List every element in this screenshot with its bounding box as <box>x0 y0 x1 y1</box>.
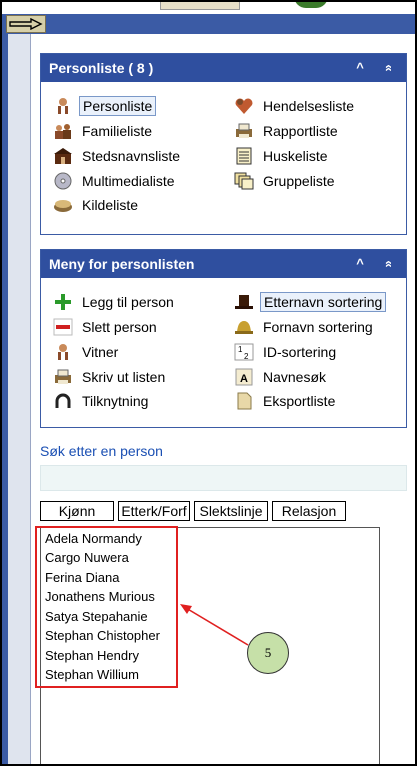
pin-icon[interactable]: » <box>380 64 395 72</box>
callout-number: 5 <box>264 645 272 660</box>
list-item[interactable]: Stephan Hendry <box>45 648 139 663</box>
filter-label: Etterk/Forf <box>121 503 187 519</box>
groups-icon <box>234 172 254 190</box>
action-export-list[interactable] <box>234 391 338 411</box>
arrow-right-icon <box>9 18 43 30</box>
action-label: Navnesøk <box>263 369 327 385</box>
list-item[interactable]: Cargo Nuwera <box>45 550 129 565</box>
bell-icon <box>234 318 254 336</box>
hat-icon <box>234 293 254 311</box>
link-stedsnavnsliste[interactable] <box>53 146 183 166</box>
action-label: Vitner <box>82 344 119 360</box>
link-familieliste[interactable] <box>53 121 155 141</box>
printer-icon <box>234 122 254 140</box>
action-print-list[interactable] <box>53 367 168 387</box>
action-connection[interactable] <box>53 391 151 411</box>
svg-text:2: 2 <box>244 352 249 361</box>
action-witnesses[interactable] <box>53 342 121 362</box>
link-label: Multimedialiste <box>82 173 175 189</box>
person-menu-panel-header[interactable] <box>41 250 406 278</box>
action-label: Slett person <box>82 319 157 335</box>
action-sort-surname[interactable] <box>234 292 386 312</box>
export-icon <box>234 392 254 410</box>
link-label: Gruppeliste <box>263 173 335 189</box>
filter-label: Slektslinje <box>199 503 263 519</box>
filter-relation-button[interactable] <box>272 501 346 521</box>
link-hendelsesliste[interactable] <box>234 96 357 116</box>
filter-label: Relasjon <box>281 503 337 519</box>
highlight-box <box>35 526 178 688</box>
link-rapportliste[interactable] <box>234 121 341 141</box>
link-kildeliste[interactable] <box>53 195 141 215</box>
action-label: Legg til person <box>82 294 174 310</box>
link-label: Stedsnavnsliste <box>82 148 181 164</box>
action-label: ID-sortering <box>263 344 337 360</box>
events-icon <box>234 97 254 115</box>
person-icon <box>53 97 73 115</box>
pin-icon[interactable]: » <box>380 260 395 268</box>
print-icon <box>53 368 73 386</box>
collapse-icon[interactable]: ^ <box>356 60 364 75</box>
link-label: Familieliste <box>82 123 153 139</box>
link-label: Rapportliste <box>263 123 338 139</box>
title-bar <box>2 14 417 34</box>
person-menu-panel <box>40 249 407 428</box>
people-list-panel <box>40 53 407 235</box>
family-icon <box>53 122 73 140</box>
delete-icon <box>53 318 73 336</box>
panel-title: Personliste ( 8 ) <box>49 60 154 76</box>
notes-icon <box>234 147 254 165</box>
link-icon <box>53 392 73 410</box>
places-icon <box>53 147 73 165</box>
filter-descendants-button[interactable] <box>118 501 190 521</box>
list-item[interactable]: Stephan Willium <box>45 667 139 682</box>
search-input[interactable] <box>40 465 407 491</box>
action-add-person[interactable] <box>53 292 177 312</box>
collapse-icon[interactable]: ^ <box>356 256 364 271</box>
link-personliste[interactable] <box>53 96 156 116</box>
filter-lineage-button[interactable] <box>194 501 268 521</box>
link-label: Hendelsesliste <box>263 98 355 114</box>
name-search-icon <box>234 368 254 386</box>
action-label: Eksportliste <box>263 393 336 409</box>
list-item[interactable]: Adela Normandy <box>45 531 142 546</box>
svg-text:1: 1 <box>238 345 243 354</box>
action-sort-id[interactable] <box>234 342 339 362</box>
source-icon <box>53 196 73 214</box>
filter-label: Kjønn <box>58 503 96 519</box>
toolbar-fragment <box>160 0 240 10</box>
back-button[interactable] <box>6 15 46 33</box>
link-label: Personliste <box>79 96 156 116</box>
people-list-panel-header[interactable] <box>41 54 406 82</box>
filter-gender-button[interactable] <box>40 501 114 521</box>
action-sort-firstname[interactable] <box>234 317 376 337</box>
svg-text:A: A <box>240 373 248 385</box>
link-multimedialiste[interactable] <box>53 171 178 191</box>
action-label: Tilknytning <box>82 393 149 409</box>
action-label: Fornavn sortering <box>263 319 373 335</box>
link-huskeliste[interactable] <box>234 146 331 166</box>
list-item[interactable]: Satya Stepahanie <box>45 609 148 624</box>
link-label: Huskeliste <box>263 148 328 164</box>
action-delete-person[interactable] <box>53 317 160 337</box>
left-rail-inner <box>8 34 31 766</box>
panel-title: Meny for personlisten <box>49 256 195 272</box>
action-label: Skriv ut listen <box>82 369 166 385</box>
action-name-search[interactable] <box>234 367 329 387</box>
list-item[interactable]: Ferina Diana <box>45 570 120 585</box>
link-label: Kildeliste <box>82 197 139 213</box>
witness-icon <box>53 343 73 361</box>
list-item[interactable]: Jonathens Murious <box>45 589 155 604</box>
action-label: Etternavn sortering <box>260 292 386 312</box>
id-sort-icon <box>234 343 254 361</box>
annotation-callout <box>247 632 289 674</box>
list-item[interactable]: Stephan Chistopher <box>45 628 160 643</box>
link-gruppeliste[interactable] <box>234 171 338 191</box>
search-person-link[interactable]: Søk etter en person <box>40 443 163 459</box>
multimedia-icon <box>53 172 73 190</box>
add-icon <box>53 293 73 311</box>
